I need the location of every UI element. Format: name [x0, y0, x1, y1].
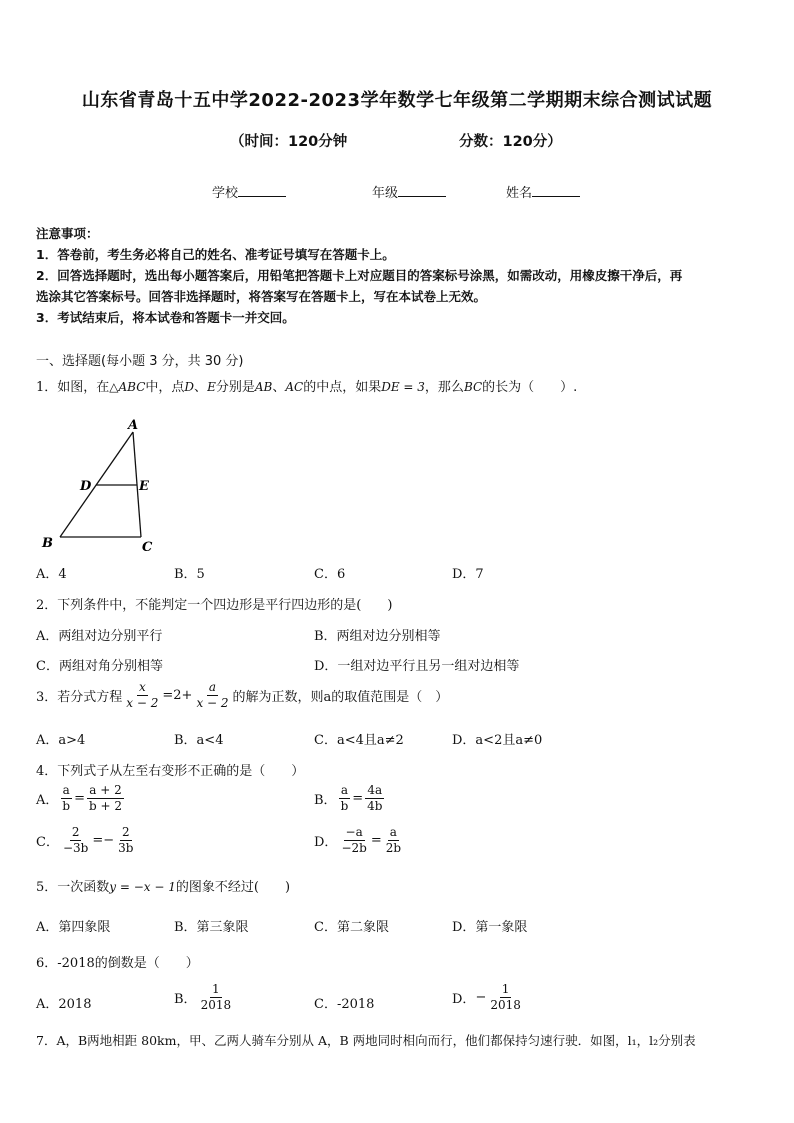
- q6-option-a: A．2018: [36, 997, 92, 1012]
- denominator: b + 2: [88, 799, 122, 814]
- q1-text: ，那么: [424, 380, 464, 395]
- q1-math: D: [184, 380, 195, 394]
- q1-option-b: B．5: [174, 567, 205, 582]
- q4-a-label: A．: [36, 793, 59, 809]
- question-5: [36, 876, 290, 895]
- q5-text: 的图象不经过( ): [175, 880, 291, 895]
- q4-option-b: [314, 784, 386, 813]
- numerator: a: [61, 784, 72, 799]
- q3-text: 的解为正数，则a的取值范围是（ ）: [232, 690, 449, 706]
- q1-text: 、: [194, 380, 208, 395]
- q5-math: y = −x − 1: [109, 880, 176, 894]
- q2-option-d: D．一组对边平行且另一组对边相等: [314, 659, 520, 674]
- section-heading: 一、选择题(每小题 3 分，共 30 分): [36, 354, 244, 369]
- q3-f1-numerator: x: [137, 681, 148, 696]
- q4-b-right-fraction: [365, 784, 384, 813]
- q2-option-b: B．两组对边分别相等: [314, 629, 441, 644]
- numerator: 1: [210, 983, 222, 998]
- q4-c-right-fraction: [116, 826, 135, 855]
- q4-b-left-fraction: [339, 784, 351, 813]
- q4-c-equals: =−: [92, 833, 115, 849]
- denominator: b: [62, 799, 71, 814]
- notice-heading: 注意事项：: [36, 226, 99, 241]
- numerator: 1: [500, 983, 512, 998]
- school-blank: [238, 184, 286, 197]
- grade-field: [372, 182, 446, 201]
- q3-option-b: B．a<4: [174, 733, 224, 748]
- point-e-label: E: [139, 479, 149, 494]
- q4-option-c: [36, 826, 137, 855]
- numerator: −a: [344, 826, 365, 841]
- q5-text: 5．一次函数: [36, 880, 110, 895]
- q1-text: 的中点，如果: [303, 380, 382, 395]
- denominator: 2b: [385, 841, 402, 856]
- exam-score: 分数：120分）: [459, 134, 562, 150]
- notice-item-2-cont: 选涂其它答案标号。回答非选择题时，将答案写在答题卡上，写在本试卷上无效。: [36, 289, 487, 304]
- school-label: 学校: [212, 186, 239, 201]
- q3-option-a: A．a>4: [36, 733, 86, 748]
- vertex-b-label: B: [42, 536, 53, 551]
- question-6: 6．-2018的倒数是（ ）: [36, 956, 199, 971]
- q3-f2-numerator: a: [207, 681, 218, 696]
- q2-option-c: C．两组对角分别相等: [36, 659, 163, 674]
- denominator: 2018: [200, 998, 232, 1013]
- numerator: a: [388, 826, 399, 841]
- school-field: [212, 182, 286, 201]
- q2-option-a: A．两组对边分别平行: [36, 629, 163, 644]
- name-field: [506, 182, 580, 201]
- q1-math: AC: [285, 380, 304, 394]
- q1-text: 中，点: [145, 380, 185, 395]
- denominator: 3b: [118, 841, 134, 856]
- numerator: a: [339, 784, 350, 799]
- denominator: 2018: [490, 998, 521, 1013]
- question-1: [36, 376, 577, 395]
- q1-math: BC: [463, 380, 483, 394]
- q3-equals: =2+: [162, 688, 193, 704]
- q1-math: AB: [254, 380, 273, 394]
- q4-a-equals: =: [74, 791, 85, 807]
- q3-f1-denominator: x − 2: [126, 696, 159, 711]
- numerator: 4a: [365, 784, 384, 799]
- question-4: 4．下列式子从左至右变形不正确的是（ ）: [36, 764, 305, 779]
- vertex-a-label: A: [128, 418, 139, 433]
- q4-b-label: B．: [314, 793, 337, 809]
- q5-option-a: A．第四象限: [36, 920, 111, 935]
- q5-option-d: D．第一象限: [452, 920, 528, 935]
- denominator: 4b: [367, 799, 383, 814]
- numerator: 2: [120, 826, 132, 841]
- q4-b-equals: =: [352, 791, 364, 807]
- q4-c-left-fraction: [61, 826, 90, 855]
- q6-d-label: D．: [452, 992, 476, 1008]
- q1-text: 分别是: [215, 380, 255, 395]
- q6-option-c: C．-2018: [314, 997, 375, 1012]
- q4-option-d: [314, 826, 405, 855]
- q1-option-a: A．4: [36, 567, 67, 582]
- numerator: a + 2: [87, 784, 123, 799]
- name-label: 姓名: [506, 186, 533, 201]
- q1-text: 的长为（ ）.: [482, 380, 578, 395]
- q4-d-label: D．: [314, 835, 338, 851]
- q1-option-d: D．7: [452, 567, 484, 582]
- q3-option-d: D．a<2且a≠0: [452, 733, 543, 748]
- q6-option-d: [452, 983, 525, 1012]
- name-blank: [532, 184, 580, 197]
- denominator: b: [340, 799, 349, 814]
- vertex-c-label: C: [142, 540, 153, 555]
- q6-b-fraction: [199, 983, 234, 1012]
- q6-d-fraction: [488, 983, 523, 1012]
- q6-d-sign: −: [475, 990, 487, 1006]
- q4-d-left-fraction: [339, 826, 368, 855]
- question-2: 2．下列条件中，不能判定一个四边形是平行四边形的是( ): [36, 598, 393, 613]
- question-7: 7．A，B两地相距 80km，甲、乙两人骑车分别从 A，B 两地同时相向而行，他们都保持匀速行驶．如图，l₁，l₂分别表: [36, 1033, 696, 1048]
- q4-a-left-fraction: [60, 784, 72, 813]
- q1-text: 、: [272, 380, 286, 395]
- point-d-label: D: [80, 479, 92, 494]
- notice-item-2: 2．回答选择题时，选出每小题答案后，用铅笔把答题卡上对应题目的答案标号涂黑，如需改动，用橡皮擦干净后，再: [36, 268, 683, 283]
- q1-math: E: [207, 380, 216, 394]
- q1-text: 1．如图，在: [36, 380, 110, 395]
- notice-item-3: 3．考试结束后，将本试卷和答题卡一并交回。: [36, 310, 295, 325]
- numerator: 2: [70, 826, 82, 841]
- q3-option-c: C．a<4且a≠2: [314, 733, 404, 748]
- q1-math: DE = 3: [381, 380, 425, 394]
- exam-time: （时间：120分钟: [230, 134, 348, 150]
- triangle-figure: [36, 412, 166, 557]
- q3-fraction-2: [194, 681, 230, 710]
- q5-option-c: C．第二象限: [314, 920, 389, 935]
- q4-d-equals: =: [370, 833, 382, 849]
- q4-a-right-fraction: [87, 784, 124, 813]
- grade-label: 年级: [372, 186, 399, 201]
- q3-fraction-1: [124, 681, 160, 710]
- q1-math: △ABC: [109, 380, 146, 394]
- q4-d-right-fraction: [384, 826, 403, 855]
- page-title: 山东省青岛十五中学2022-2023学年数学七年级第二学期期末综合测试试题: [81, 90, 713, 111]
- q3-text: 3．若分式方程: [36, 690, 123, 706]
- denominator: −3b: [62, 841, 89, 856]
- q5-option-b: B．第三象限: [174, 920, 249, 935]
- q3-f2-denominator: x − 2: [196, 696, 229, 711]
- question-3: [36, 681, 448, 710]
- q4-option-a: [36, 784, 126, 813]
- q6-b-label: B．: [174, 992, 197, 1008]
- q4-c-label: C．: [36, 835, 59, 851]
- denominator: −2b: [341, 841, 367, 856]
- q1-option-c: C．6: [314, 567, 346, 582]
- notice-item-1: 1．答卷前，考生务必将自己的姓名、准考证号填写在答题卡上。: [36, 247, 395, 262]
- grade-blank: [398, 184, 446, 197]
- q6-option-b: [174, 983, 235, 1012]
